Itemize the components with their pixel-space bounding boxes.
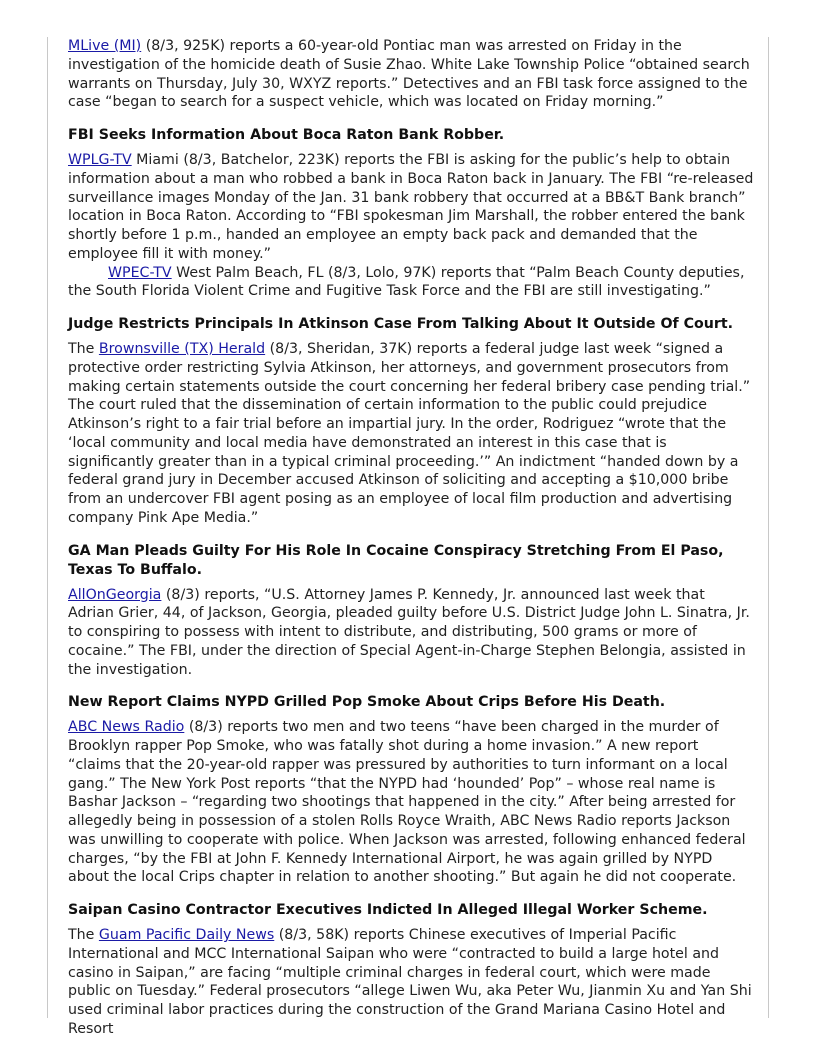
source-link[interactable]: MLive (MI) [68, 38, 142, 54]
article-headline: Judge Restricts Principals In Atkinson Case From Talking About It Outside Of Court. [68, 316, 734, 332]
article-paragraph [68, 586, 754, 680]
paragraph-text: (8/3, 925K) reports a 60-year-old Pontiac man was arrested on Friday in the investigation of the homicide death of Susie Zhao. White Lake Township Police “obtained search warrants on Thursday, July 30, WXYZ reports.” Detectives and an FBI task force assigned to the case “began to search for a suspect vehicle, which was located on Friday morning.” [68, 38, 750, 111]
paragraph-prefix: The [68, 341, 99, 357]
paragraph-text: Miami (8/3, Batchelor, 223K) reports the FBI is asking for the public’s help to obtain information about a man who robbed a bank in Boca Raton back in January. The FBI “re-released surveillance images Monday of the Jan. 31 bank robbery that occurred at a BB&T Bank branch” location in Boca Raton. According to “FBI spokesman Jim Marshall, the robber entered the bank shortly before 1 p.m., handed an employee an empty back pack and demanded that the employee fill it with money.” [68, 152, 754, 262]
source-link[interactable]: Guam Pacific Daily News [98, 927, 275, 943]
article-paragraph [68, 151, 754, 264]
paragraph-text: (8/3) reports, “U.S. Attorney James P. Kennedy, Jr. announced last week that Adrian Grier, 44, of Jackson, Georgia, pleaded guilty before U.S. District Judge John L. Sinatra, Jr. to conspiring to possess with intent to distribute, and distributing, 500 grams or more of cocaine.” The FBI, under the direction of Special Agent-in-Charge Stephen Belongia, assisted in the investigation. [68, 586, 750, 678]
source-link[interactable]: AllOnGeorgia [68, 586, 162, 603]
article-headline: Saipan Casino Contractor Executives Indicted In Alleged Illegal Worker Scheme. [68, 902, 708, 918]
right-margin-rule [768, 37, 769, 1018]
paragraph-prefix: The [68, 927, 99, 943]
article-paragraph [68, 926, 754, 1039]
article [68, 315, 754, 528]
article [68, 542, 754, 680]
article [68, 126, 754, 301]
news-clippings [68, 37, 754, 1039]
article-paragraph [68, 718, 754, 887]
source-link[interactable]: WPEC-TV [108, 264, 172, 281]
article-paragraph [68, 340, 754, 528]
article-headline: GA Man Pleads Guilty For His Role In Cocaine Conspiracy Stretching From El Paso, Texas To Buffalo. [68, 542, 724, 578]
source-link[interactable]: Brownsville (TX) Herald [98, 341, 266, 357]
article [68, 693, 754, 887]
source-link[interactable]: WPLG-TV [68, 152, 132, 168]
article-paragraph [68, 264, 754, 302]
left-margin-rule [47, 37, 48, 1018]
paragraph-text: (8/3, Sheridan, 37K) reports a federal judge last week “signed a protective order restricting Sylvia Atkinson, her attorneys, and government prosecutors from making certain statements outside the court concerning her federal bribery case pending trial.” The court ruled that the dissemination of certain information to the public could prejudice Atkinson’s right to a fair trial before an impartial jury. In the order, Rodriguez “wrote that the ‘local community and local media have demonstrated an interest in this case that is significantly greater than in a typical criminal proceeding.’” An indictment “handed down by a federal grand jury in December accused Atkinson of soliciting and accepting a $10,000 bribe from an undercover FBI agent posing as an employee of local film production and advertising company Pink Ape Media.” [68, 341, 751, 526]
article [68, 37, 754, 112]
article [68, 901, 754, 1039]
article-paragraph [68, 37, 754, 112]
article-headline: FBI Seeks Information About Boca Raton Bank Robber. [68, 127, 505, 143]
paragraph-text: (8/3) reports two men and two teens “have been charged in the murder of Brooklyn rapper Pop Smoke, who was fatally shot during a home invasion.” A new report “claims that the 20-year-old rapper was pressured by authorities to turn informant on a local gang.” The New York Post reports “that the NYPD had ‘hounded’ Pop” – whose real name is Bashar Jackson – “regarding two shootings that happened in the city.” After being arrested for allegedly being in possession of a stolen Rolls Royce Wraith, ABC News Radio reports Jackson was unwilling to cooperate with police. When Jackson was arrested, following enhanced federal charges, “by the FBI at John F. Kennedy International Airport, he was again grilled by NYPD about the local Crips chapter in relation to another shooting.” But again he did not cooperate. [68, 719, 746, 886]
paragraph-text: West Palm Beach, FL (8/3, Lolo, 97K) reports that “Palm Beach County deputies, the South Florida Violent Crime and Fugitive Task Force and the FBI are still investigating.” [68, 264, 745, 300]
article-headline: New Report Claims NYPD Grilled Pop Smoke About Crips Before His Death. [68, 694, 666, 711]
paragraph-text: (8/3, 58K) reports Chinese executives of Imperial Pacific International and MCC International Saipan who were “contracted to build a large hotel and casino in Saipan,” are facing “multiple criminal charges in federal court, which were made public on Tuesday.” Federal prosecutors “allege Liwen Wu, aka Peter Wu, Jianmin Xu and Yan Shi used criminal labor practices during the construction of the Grand Mariana Casino Hotel and Resort [68, 927, 752, 1037]
source-link[interactable]: ABC News Radio [68, 719, 185, 736]
